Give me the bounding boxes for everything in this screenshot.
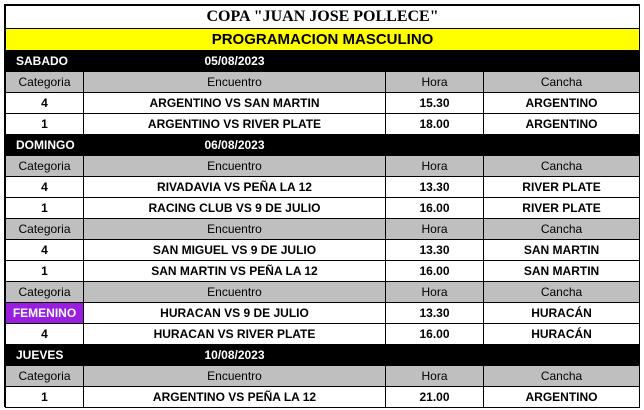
day-name: SABADO (6, 51, 84, 72)
match-row (6, 93, 640, 114)
header-row (6, 156, 640, 177)
header-hora: Hora (386, 366, 484, 387)
match-categoria: 4 (6, 93, 84, 114)
header-categoria: Categoria (6, 282, 84, 303)
match-encuentro: ARGENTINO VS SAN MARTIN (84, 93, 386, 114)
day-date: 10/08/2023 (84, 345, 386, 366)
match-row (6, 177, 640, 198)
header-cancha: Cancha (484, 219, 640, 240)
day-row-sabado (6, 51, 640, 72)
match-categoria: 1 (6, 387, 84, 408)
header-cancha: Cancha (484, 156, 640, 177)
match-categoria: 1 (6, 198, 84, 219)
match-categoria: 4 (6, 324, 84, 345)
match-categoria: 1 (6, 261, 84, 282)
header-hora: Hora (386, 72, 484, 93)
match-encuentro: SAN MIGUEL VS 9 DE JULIO (84, 240, 386, 261)
subtitle-row (6, 29, 640, 51)
header-categoria: Categoria (6, 72, 84, 93)
header-categoria: Categoria (6, 156, 84, 177)
header-encuentro: Encuentro (84, 282, 386, 303)
match-row-femenino (6, 303, 640, 324)
day-name: JUEVES (6, 345, 84, 366)
match-encuentro: HURACAN VS 9 DE JULIO (84, 303, 386, 324)
header-categoria: Categoria (6, 219, 84, 240)
match-hora: 13.30 (386, 240, 484, 261)
match-row (6, 114, 640, 135)
match-cancha: ARGENTINO (484, 114, 640, 135)
match-categoria: 4 (6, 177, 84, 198)
femenino-badge: FEMENINO (6, 303, 84, 324)
header-hora: Hora (386, 282, 484, 303)
match-cancha: SAN MARTIN (484, 240, 640, 261)
match-encuentro: HURACAN VS RIVER PLATE (84, 324, 386, 345)
header-encuentro: Encuentro (84, 366, 386, 387)
header-hora: Hora (386, 219, 484, 240)
match-encuentro: ARGENTINO VS RIVER PLATE (84, 114, 386, 135)
match-cancha: ARGENTINO (484, 387, 640, 408)
header-encuentro: Encuentro (84, 219, 386, 240)
header-cancha: Cancha (484, 72, 640, 93)
title-row (6, 6, 640, 29)
header-encuentro: Encuentro (84, 72, 386, 93)
match-hora: 21.00 (386, 387, 484, 408)
header-row (6, 366, 640, 387)
match-encuentro: RACING CLUB VS 9 DE JULIO (84, 198, 386, 219)
match-row (6, 240, 640, 261)
match-categoria: 4 (6, 240, 84, 261)
schedule-table (5, 5, 640, 408)
header-categoria: Categoria (6, 366, 84, 387)
match-row (6, 387, 640, 408)
match-cancha: SAN MARTIN (484, 261, 640, 282)
match-row (6, 198, 640, 219)
header-row (6, 72, 640, 93)
match-row (6, 261, 640, 282)
match-hora: 13.30 (386, 177, 484, 198)
match-cancha: RIVER PLATE (484, 177, 640, 198)
match-encuentro: ARGENTINO VS PEÑA LA 12 (84, 387, 386, 408)
match-hora: 15.30 (386, 93, 484, 114)
match-cancha: HURACÁN (484, 303, 640, 324)
day-name: DOMINGO (6, 135, 84, 156)
header-encuentro: Encuentro (84, 156, 386, 177)
match-hora: 16.00 (386, 198, 484, 219)
match-encuentro: RIVADAVIA VS PEÑA LA 12 (84, 177, 386, 198)
match-encuentro: SAN MARTIN VS PEÑA LA 12 (84, 261, 386, 282)
match-cancha: RIVER PLATE (484, 198, 640, 219)
header-cancha: Cancha (484, 366, 640, 387)
day-row-domingo (6, 135, 640, 156)
header-row (6, 219, 640, 240)
program-title: PROGRAMACION MASCULINO (6, 29, 640, 51)
header-cancha: Cancha (484, 282, 640, 303)
header-hora: Hora (386, 156, 484, 177)
day-date: 05/08/2023 (84, 51, 386, 72)
match-row (6, 324, 640, 345)
match-cancha: ARGENTINO (484, 93, 640, 114)
header-row (6, 282, 640, 303)
day-row-jueves (6, 345, 640, 366)
tournament-title: COPA "JUAN JOSE POLLECE" (6, 6, 640, 29)
match-hora: 16.00 (386, 261, 484, 282)
spreadsheet (4, 4, 640, 407)
match-hora: 18.00 (386, 114, 484, 135)
match-hora: 13.30 (386, 303, 484, 324)
match-cancha: HURACÁN (484, 324, 640, 345)
match-hora: 16.00 (386, 324, 484, 345)
match-categoria: 1 (6, 114, 84, 135)
day-date: 06/08/2023 (84, 135, 386, 156)
